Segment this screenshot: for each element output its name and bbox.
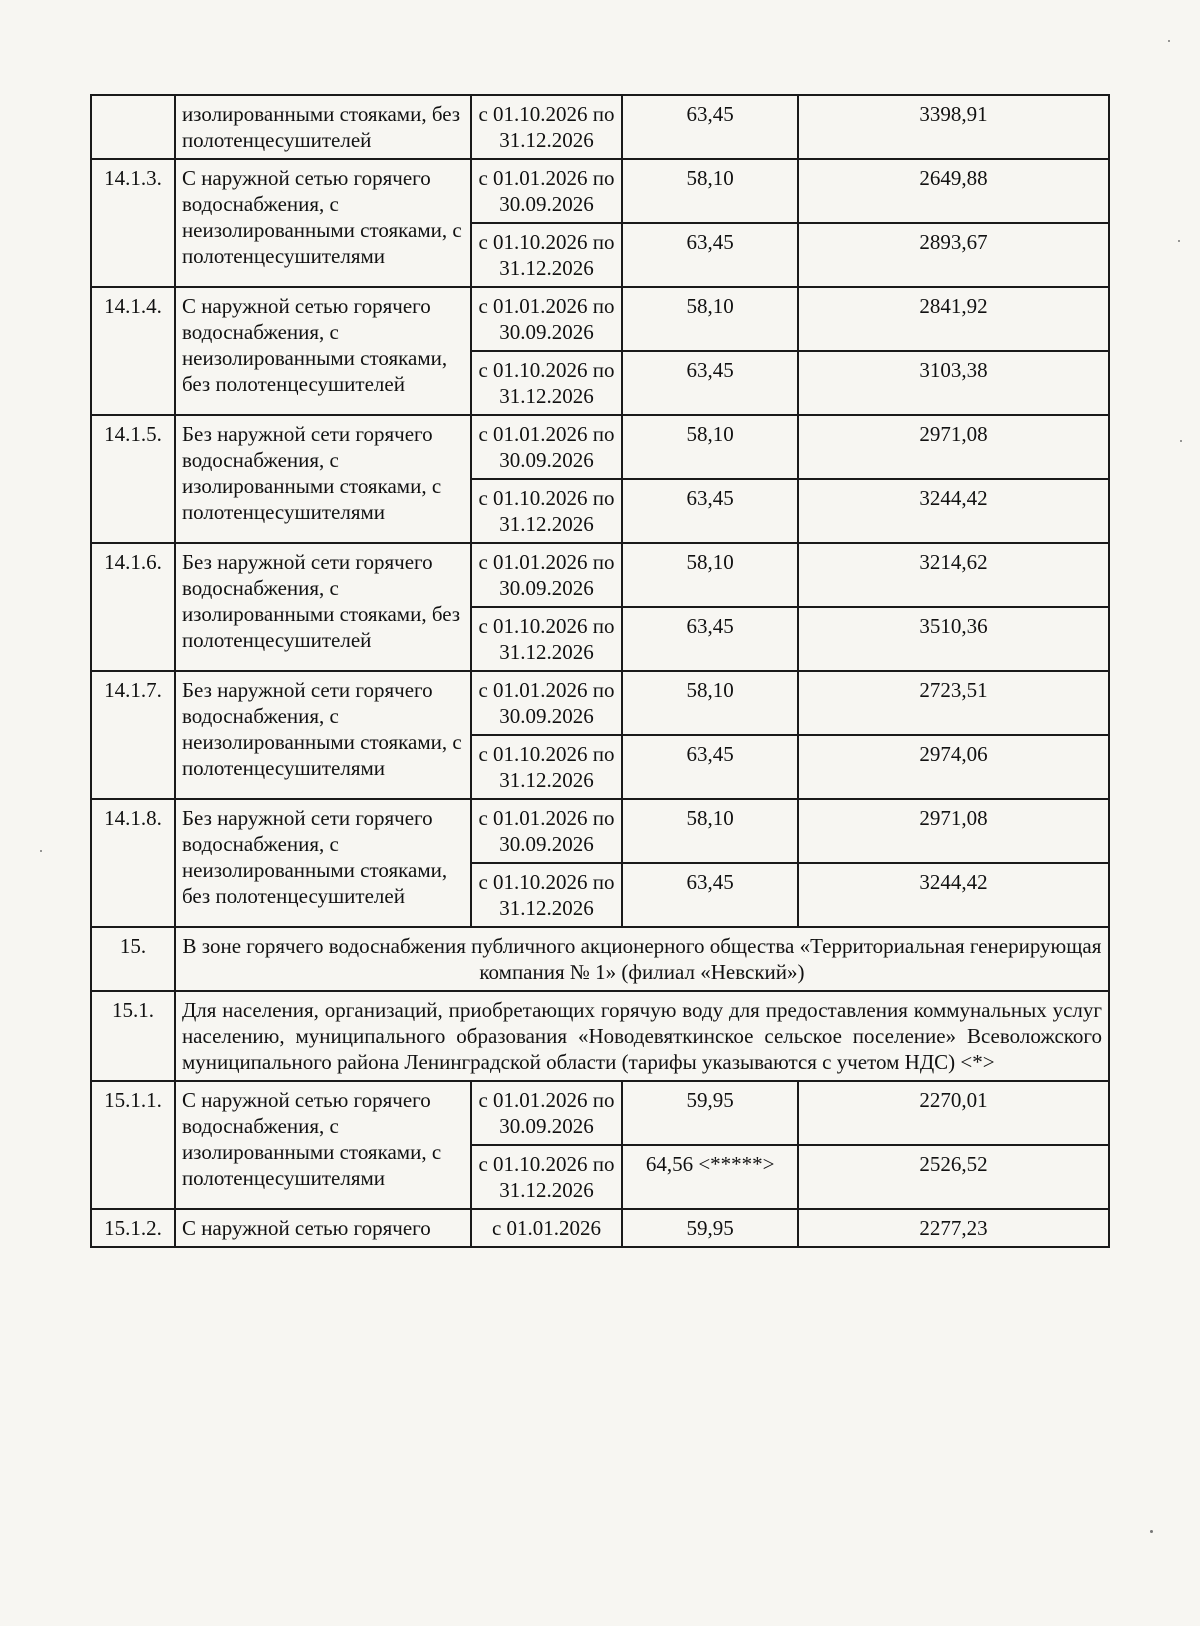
table-row bbox=[91, 287, 1109, 351]
tariff-cell: 2723,51 bbox=[798, 671, 1109, 735]
period-cell: с 01.01.2026 по 30.09.2026 bbox=[471, 415, 623, 479]
tariff-cell: 2841,92 bbox=[798, 287, 1109, 351]
norm-cell: 63,45 bbox=[622, 223, 798, 287]
table-row bbox=[91, 1081, 1109, 1145]
section-row bbox=[91, 927, 1109, 991]
norm-cell: 63,45 bbox=[622, 607, 798, 671]
row-description: изолированными стояками, без полотенцесушителей bbox=[175, 95, 471, 159]
row-number: 14.1.8. bbox=[91, 799, 175, 927]
row-description: С наружной сетью горячего водоснабжения, с неизолированными стояками, без полотенцесушителей bbox=[175, 287, 471, 415]
scan-speck bbox=[40, 850, 42, 852]
tariff-cell: 2270,01 bbox=[798, 1081, 1109, 1145]
tariff-cell: 3398,91 bbox=[798, 95, 1109, 159]
tariff-cell: 3214,62 bbox=[798, 543, 1109, 607]
period-cell: с 01.10.2026 по 31.12.2026 bbox=[471, 479, 623, 543]
period-cell: с 01.10.2026 по 31.12.2026 bbox=[471, 607, 623, 671]
scan-speck bbox=[1168, 40, 1170, 42]
table-row bbox=[91, 95, 1109, 159]
norm-cell: 63,45 bbox=[622, 863, 798, 927]
row-description: С наружной сетью горячего bbox=[175, 1209, 471, 1247]
row-description: Без наружной сети горячего водоснабжения, с изолированными стояками, с полотенцесушителями bbox=[175, 415, 471, 543]
norm-cell: 63,45 bbox=[622, 95, 798, 159]
tariff-cell: 3244,42 bbox=[798, 863, 1109, 927]
row-number: 14.1.6. bbox=[91, 543, 175, 671]
period-cell: с 01.10.2026 по 31.12.2026 bbox=[471, 351, 623, 415]
period-cell: с 01.01.2026 по 30.09.2026 bbox=[471, 543, 623, 607]
tariff-cell: 3103,38 bbox=[798, 351, 1109, 415]
period-cell: с 01.10.2026 по 31.12.2026 bbox=[471, 735, 623, 799]
period-cell: с 01.10.2026 по 31.12.2026 bbox=[471, 223, 623, 287]
table-row bbox=[91, 543, 1109, 607]
row-number: 14.1.5. bbox=[91, 415, 175, 543]
row-number: 14.1.3. bbox=[91, 159, 175, 287]
norm-cell: 58,10 bbox=[622, 415, 798, 479]
row-description: С наружной сетью горячего водоснабжения, с изолированными стояками, с полотенцесушителями bbox=[175, 1081, 471, 1209]
table-row bbox=[91, 415, 1109, 479]
period-cell: с 01.01.2026 по 30.09.2026 bbox=[471, 159, 623, 223]
norm-cell: 59,95 bbox=[622, 1209, 798, 1247]
period-cell: с 01.01.2026 по 30.09.2026 bbox=[471, 671, 623, 735]
period-cell: с 01.01.2026 по 30.09.2026 bbox=[471, 799, 623, 863]
period-cell: с 01.10.2026 по 31.12.2026 bbox=[471, 95, 623, 159]
row-number: 15.1.1. bbox=[91, 1081, 175, 1209]
row-number: 15.1.2. bbox=[91, 1209, 175, 1247]
row-number: 14.1.4. bbox=[91, 287, 175, 415]
scan-speck bbox=[1180, 440, 1182, 442]
row-description: Без наружной сети горячего водоснабжения, с неизолированными стояками, с полотенцесушителями bbox=[175, 671, 471, 799]
tariff-cell: 3244,42 bbox=[798, 479, 1109, 543]
tariff-cell: 2893,67 bbox=[798, 223, 1109, 287]
table-row bbox=[91, 671, 1109, 735]
tariff-cell: 2971,08 bbox=[798, 415, 1109, 479]
row-description: С наружной сетью горячего водоснабжения, с неизолированными стояками, с полотенцесушителями bbox=[175, 159, 471, 287]
section-row bbox=[91, 991, 1109, 1081]
row-description: Без наружной сети горячего водоснабжения, с неизолированными стояками, без полотенцесушителей bbox=[175, 799, 471, 927]
tariff-cell: 2649,88 bbox=[798, 159, 1109, 223]
row-number bbox=[91, 95, 175, 159]
period-cell: с 01.01.2026 по 30.09.2026 bbox=[471, 287, 623, 351]
tariff-cell: 2526,52 bbox=[798, 1145, 1109, 1209]
norm-cell: 64,56 <*****> bbox=[622, 1145, 798, 1209]
period-cell: с 01.01.2026 по 30.09.2026 bbox=[471, 1081, 623, 1145]
norm-cell: 63,45 bbox=[622, 479, 798, 543]
norm-cell: 58,10 bbox=[622, 799, 798, 863]
row-description: Без наружной сети горячего водоснабжения, с изолированными стояками, без полотенцесушителей bbox=[175, 543, 471, 671]
norm-cell: 59,95 bbox=[622, 1081, 798, 1145]
table-row bbox=[91, 799, 1109, 863]
scan-speck bbox=[1178, 240, 1180, 242]
section-description: Для населения, организаций, приобретающих горячую воду для предоставления коммунальных услуг населению, муниципального образования «Новодевяткинское сельское поселение» Всеволожского муниципального района Ленинградской области (тарифы указываются с учетом НДС) <*> bbox=[175, 991, 1109, 1081]
tariff-cell: 2277,23 bbox=[798, 1209, 1109, 1247]
tariff-cell: 2971,08 bbox=[798, 799, 1109, 863]
period-cell: с 01.01.2026 bbox=[471, 1209, 623, 1247]
table-row bbox=[91, 159, 1109, 223]
norm-cell: 63,45 bbox=[622, 735, 798, 799]
tariff-cell: 2974,06 bbox=[798, 735, 1109, 799]
norm-cell: 58,10 bbox=[622, 159, 798, 223]
tariff-cell: 3510,36 bbox=[798, 607, 1109, 671]
row-number: 14.1.7. bbox=[91, 671, 175, 799]
table-row bbox=[91, 1209, 1109, 1247]
period-cell: с 01.10.2026 по 31.12.2026 bbox=[471, 863, 623, 927]
norm-cell: 58,10 bbox=[622, 671, 798, 735]
row-number: 15. bbox=[91, 927, 175, 991]
norm-cell: 58,10 bbox=[622, 287, 798, 351]
norm-cell: 63,45 bbox=[622, 351, 798, 415]
tariff-table bbox=[90, 94, 1110, 1248]
scan-speck bbox=[1150, 1530, 1153, 1533]
norm-cell: 58,10 bbox=[622, 543, 798, 607]
period-cell: с 01.10.2026 по 31.12.2026 bbox=[471, 1145, 623, 1209]
row-number: 15.1. bbox=[91, 991, 175, 1081]
section-heading: В зоне горячего водоснабжения публичного акционерного общества «Территориальная генерирующая компания № 1» (филиал «Невский») bbox=[175, 927, 1109, 991]
